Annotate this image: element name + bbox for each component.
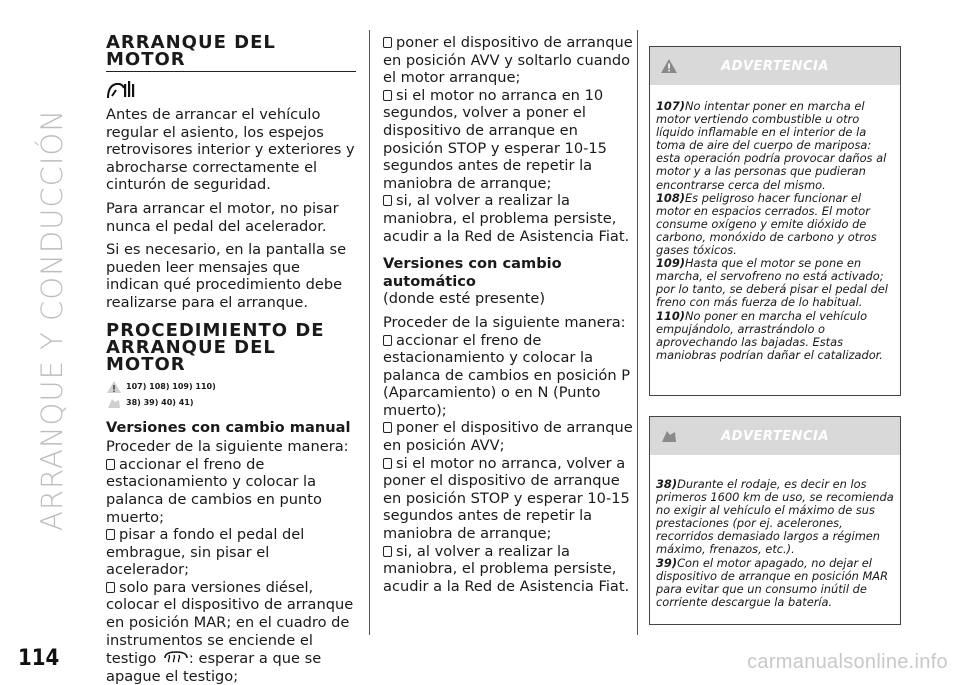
caution-item: [656, 478, 896, 557]
list-item-text: si, al volver a realizar la maniobra, el problema persiste, acudir a la Red de Asistencia Fiat.: [383, 192, 630, 245]
ecology-icon: [106, 78, 356, 102]
warning-item-number: 107): [656, 99, 685, 113]
paragraph: Para arrancar el motor, no pisar nunca el pedal del acelerador.: [106, 199, 339, 235]
caution-item-text: Con el motor apagado, no dejar el dispositivo de arranque en posición MAR para evitar que un consumo inútil de corriente descargue la batería.: [656, 555, 888, 609]
warning-body: [650, 94, 900, 362]
caution-item: [656, 557, 896, 609]
bullet-box-icon: [383, 422, 392, 433]
warning-heading: ADVERTENCIA: [721, 58, 829, 74]
caution-refs-text: 38) 39) 40) 41): [126, 397, 194, 407]
list-item-text: accionar el freno de estacionamiento y colocar la palanca de cambios en posición P (Aparcamiento) o en N (Punto muerto);: [383, 331, 631, 419]
caution-heading: ADVERTENCIA: [721, 428, 829, 444]
list-item: [383, 87, 633, 193]
section-title-line: MOTOR: [106, 49, 186, 70]
list-item: [383, 332, 633, 420]
caution-item-number: 39): [656, 555, 678, 570]
warning-refs-text: 107) 108) 109) 110): [126, 381, 216, 391]
header-gap: [650, 85, 900, 94]
list-item-text: si el motor no arranca en 10 segundos, volver a poner el dispositivo de arranque en posición STOP y esperar 10-15 segundos antes de repetir la maniobra de arranque;: [383, 86, 607, 192]
list-item-text: poner el dispositivo de arranque en posición AVV;: [383, 419, 633, 455]
caution-hand-icon: [660, 428, 678, 444]
column-1: [106, 34, 356, 685]
warning-item-number: 108): [656, 190, 685, 205]
warning-references: [106, 379, 356, 395]
bullet-box-icon: [383, 195, 392, 206]
column-divider: [637, 30, 638, 635]
bullet-box-icon: [383, 458, 392, 469]
warning-box: [649, 46, 901, 396]
list-item: [383, 34, 633, 87]
warning-triangle-icon: [106, 380, 122, 394]
column-2: [383, 34, 633, 595]
glow-plug-icon: [163, 649, 189, 663]
warning-triangle-icon: [660, 58, 678, 74]
title-rule: [106, 71, 356, 72]
caution-header: [650, 417, 900, 455]
bullet-box-icon: [106, 459, 115, 470]
warning-item: [656, 310, 896, 362]
subsection-title: [106, 319, 356, 375]
warning-item-text: Hasta que el motor se pone en marcha, el servofreno no está activado; por lo tanto, se deberá pisar el pedal del freno con más fuerza de lo habitual.: [656, 256, 888, 310]
list-item-text: si el motor no arranca, volver a poner el dispositivo de arranque en posición STOP y esperar 10-15 segundos antes de repetir la maniobra de arranque;: [383, 454, 630, 543]
warning-item-number: 110): [656, 308, 685, 323]
automatic-note: (donde esté presente): [383, 290, 546, 308]
page-number: 114: [18, 646, 60, 671]
bullet-box-icon: [383, 546, 392, 557]
subsection-title-line: PROCEDIMIENTO DE: [106, 319, 325, 341]
list-item: [383, 192, 633, 245]
list-item: [383, 543, 633, 596]
bullet-box-icon: [106, 582, 115, 593]
list-item: [106, 526, 356, 579]
list-item-text-tail: : esperar a que se apague el testigo;: [106, 650, 322, 685]
section-side-title: ARRANQUE Y CONDUCCIÓN: [35, 109, 69, 531]
watermark-text: carmanualsonline.info: [747, 651, 948, 673]
warning-item-text: No poner en marcha el vehículo empujándolo, arrastrándolo o aprovechando las bajadas. Estas maniobras podrían dañar el catalizador.: [656, 308, 883, 362]
manual-heading: Versiones con cambio manual: [106, 418, 351, 436]
caution-body: [650, 464, 900, 609]
warning-item-text: Es peligroso hacer funcionar el motor en espacios cerrados. El motor consume oxígeno y emite dióxido de carbono, monóxido de carbono y otros gases tóxicos.: [656, 190, 877, 258]
warning-item: [656, 257, 896, 309]
section-title-line: ARRANQUE DEL: [106, 32, 276, 53]
subsection-title-line: ARRANQUE DEL MOTOR: [106, 336, 276, 375]
list-item: [106, 456, 356, 526]
caution-item-number: 38): [656, 477, 678, 491]
list-item: [383, 455, 633, 543]
section-title: [106, 34, 356, 68]
warning-item: [656, 192, 896, 257]
header-gap: [650, 455, 900, 464]
caution-references: [106, 395, 356, 411]
list-item: [383, 419, 633, 454]
bullet-box-icon: [106, 529, 115, 540]
paragraph: Antes de arrancar el vehículo regular el asiento, los espejos retrovisores interior y exteriores y abrocharse correctamente el cinturón de seguridad.: [106, 106, 355, 194]
list-item-text: si, al volver a realizar la maniobra, el problema persiste, acudir a la Red de Asistencia Fiat.: [383, 542, 630, 595]
list-item-text: poner el dispositivo de arranque en posición AVV y soltarlo cuando el motor arranque;: [383, 34, 633, 87]
column-divider: [369, 30, 370, 635]
list-item-text: solo para versiones diésel, colocar el dispositivo de arranque en posición MAR; en el cuadro de instrumentos se enciende el testigo: [106, 578, 354, 668]
bullet-box-icon: [383, 37, 392, 48]
warning-item: [656, 100, 896, 192]
list-item-text: pisar a fondo el pedal del embrague, sin pisar el acelerador;: [106, 526, 305, 579]
warning-item-number: 109): [656, 256, 685, 271]
list-item: [106, 579, 356, 685]
warning-header: [650, 47, 900, 85]
warning-item-text: No intentar poner en marcha el motor vertiendo combustible u otro líquido inflamable en el interior de la toma de aire del cuerpo de mariposa: esta operación podría provocar daños al motor y a las personas que pudieran encontrarse cerca del mismo.: [656, 99, 887, 192]
caution-item-text: Durante el rodaje, es decir en los primeros 1600 km de uso, se recomienda no exigir al vehículo el máximo de sus prestaciones (por ej. acelerones, recorridos demasiado largos a régimen máximo, frenazos, etc.).: [656, 477, 894, 557]
caution-box: [649, 416, 901, 625]
manual-intro: Proceder de la siguiente manera:: [106, 438, 349, 456]
bullet-box-icon: [383, 335, 392, 346]
automatic-heading: Versiones con cambio automático: [383, 255, 562, 290]
automatic-intro: Proceder de la siguiente manera:: [383, 313, 626, 331]
list-item-text: accionar el freno de estacionamiento y colocar la palanca de cambios en punto muerto;: [106, 455, 322, 526]
caution-hand-icon: [106, 396, 122, 410]
paragraph: Si es necesario, en la pantalla se pueden leer mensajes que indican qué procedimiento debe realizarse para el arranque.: [106, 241, 347, 311]
bullet-box-icon: [383, 90, 392, 101]
